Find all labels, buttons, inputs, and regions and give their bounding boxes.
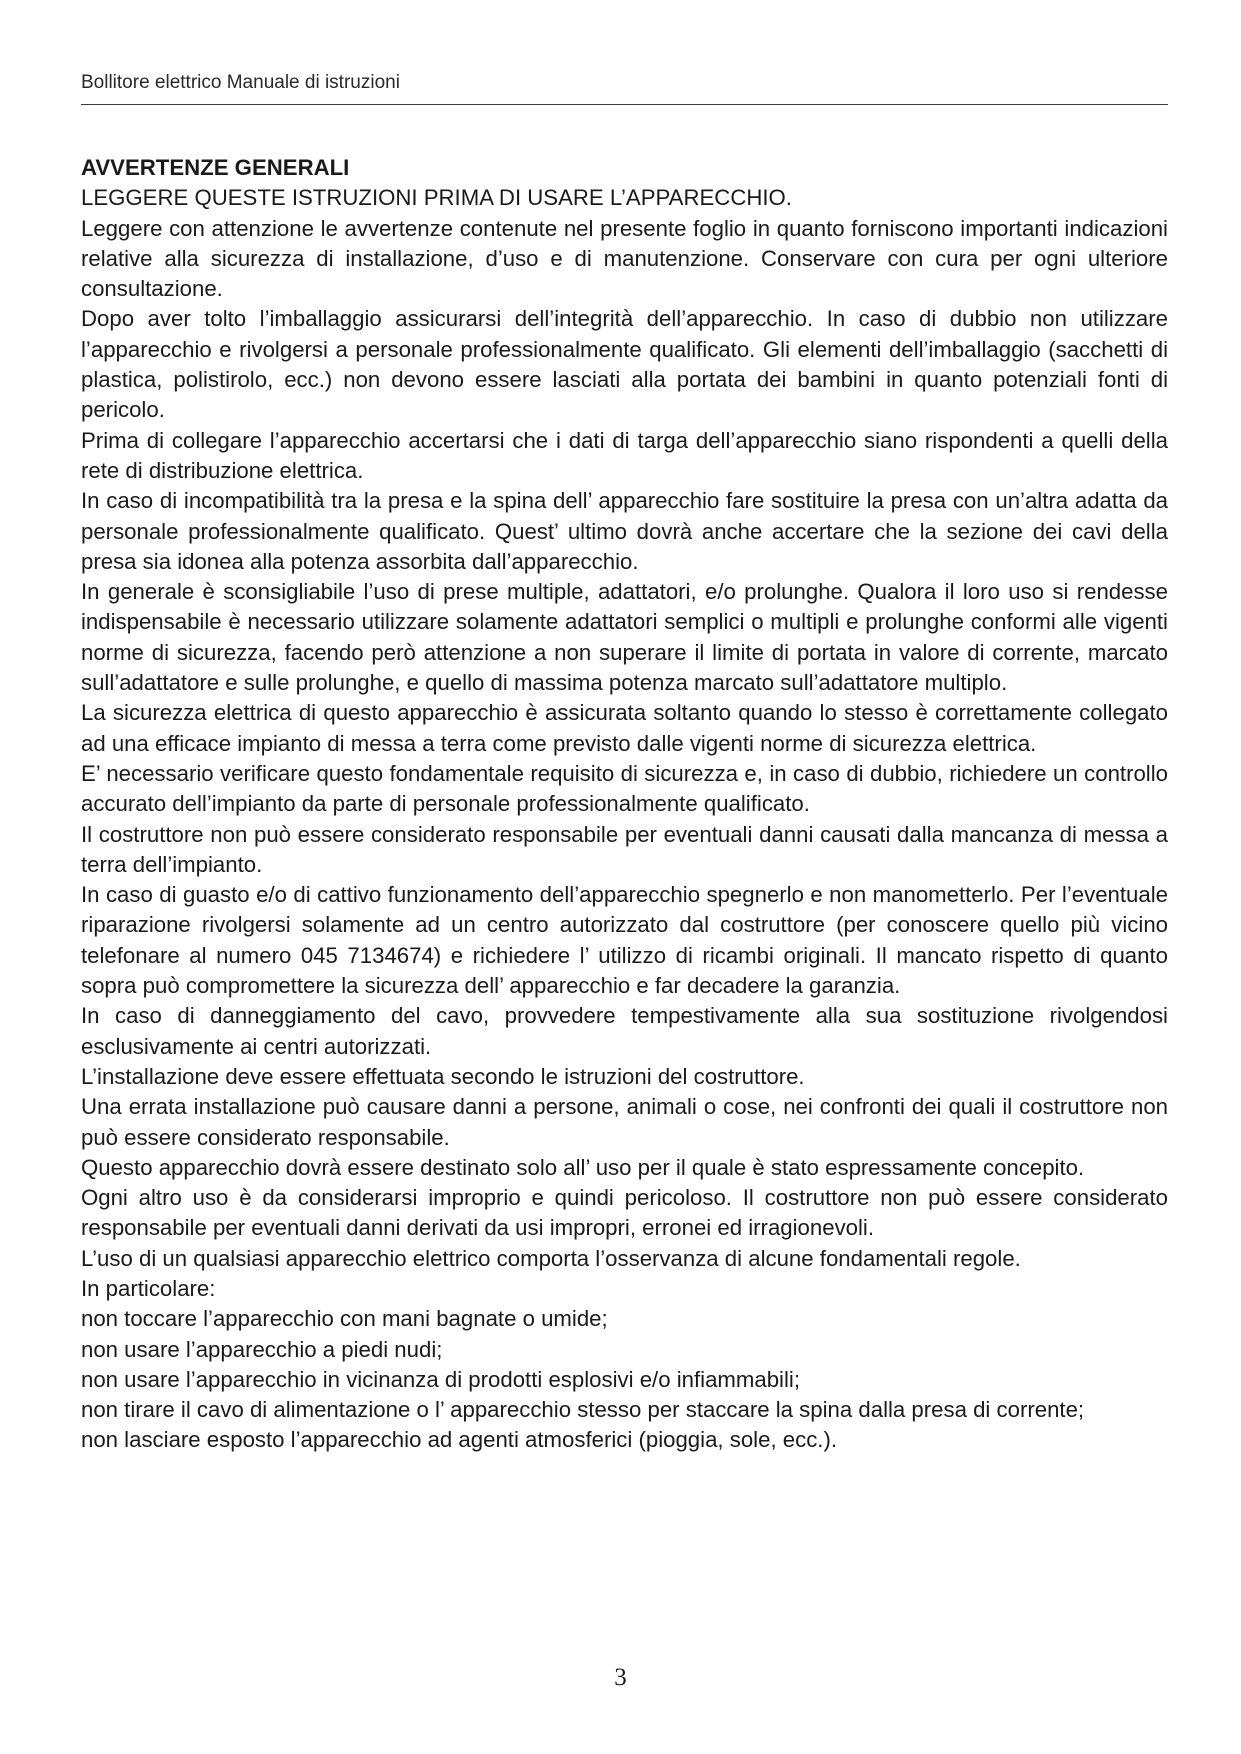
paragraph: L’uso di un qualsiasi apparecchio elettrico comporta l’osservanza di alcune fondamentali regole. bbox=[81, 1245, 1021, 1271]
paragraph: La sicurezza elettrica di questo apparecchio è assicurata soltanto quando lo stesso è correttamente collegato ad una efficace impianto di messa a terra come previsto dalle vigenti norme di sicurezza elettrica. bbox=[81, 700, 1168, 756]
paragraph: Il costruttore non può essere considerato responsabile per eventuali danni causati dalla mancanza di messa a terra dell’impianto. bbox=[81, 821, 1168, 877]
paragraph: In caso di danneggiamento del cavo, provvedere tempestivamente alla sua sostituzione rivolgendosi esclusivamente ai centri autorizzati. bbox=[81, 1003, 1168, 1059]
header-divider bbox=[81, 104, 1168, 105]
paragraph: E’ necessario verificare questo fondamentale requisito di sicurezza e, in caso di dubbio, richiedere un controllo accurato dell’impianto da parte di personale professionalmente qualificato. bbox=[81, 760, 1168, 817]
running-header: Bollitore elettrico Manuale di istruzioni bbox=[81, 72, 400, 93]
paragraph: L’installazione deve essere effettuata secondo le istruzioni del costruttore. bbox=[81, 1063, 805, 1089]
main-content bbox=[81, 153, 1168, 1456]
rule-item: non usare l’apparecchio a piedi nudi; bbox=[81, 1336, 443, 1362]
paragraph: In generale è sconsigliabile l’uso di prese multiple, adattatori, e/o prolunghe. Qualora il loro uso si rendesse indispensabile è necessario utilizzare solamente adattatori semplici o multipli e prolunghe conformi alle vigenti norme di sicurezza, facendo però attenzione a non superare il limite di portata in valore di corrente, marcato sull’adattatore e sulle prolunghe, e quello di massima potenza marcato sull’adattatore multiplo. bbox=[81, 579, 1168, 696]
paragraph: Questo apparecchio dovrà essere destinato solo all’ uso per il quale è stato espressamente concepito. bbox=[81, 1154, 1085, 1180]
paragraph: Prima di collegare l’apparecchio accertarsi che i dati di targa dell’apparecchio siano rispondenti a quelli della rete di distribuzione elettrica. bbox=[81, 427, 1168, 483]
paragraph: Ogni altro uso è da considerarsi improprio e quindi pericoloso. Il costruttore non può essere considerato responsabile per eventuali danni derivati da usi impropri, erronei ed irragionevoli. bbox=[81, 1185, 1168, 1241]
rule-item: non tirare il cavo di alimentazione o l’ apparecchio stesso per staccare la spina dalla presa di corrente; bbox=[81, 1397, 1085, 1423]
paragraph: Una errata installazione può causare danni a persone, animali o cose, nei confronti dei quali il costruttore non può essere considerato responsabile. bbox=[81, 1094, 1168, 1150]
paragraph: In caso di incompatibilità tra la presa e la spina dell’ apparecchio fare sostituire la presa con un’altra adatta da personale professionalmente qualificato. Quest’ ultimo dovrà anche accertare che la sezione dei cavi della presa sia idonea alla potenza assorbita dall’apparecchio. bbox=[81, 488, 1168, 574]
rule-item: non usare l’apparecchio in vicinanza di prodotti esplosivi e/o infiammabili; bbox=[81, 1366, 801, 1392]
page-number: 3 bbox=[614, 1664, 627, 1691]
paragraph: Dopo aver tolto l’imballaggio assicurarsi dell’integrità dell’apparecchio. In caso di dubbio non utilizzare l’apparecchio e rivolgersi a personale professionalmente qualificato. Gli elementi dell’imballaggio (sacchetti di plastica, polistirolo, ecc.) non devono essere lasciati alla portata dei bambini in quanto potenziali fonti di pericolo. bbox=[81, 306, 1168, 423]
section-title: AVVERTENZE GENERALI bbox=[81, 155, 350, 180]
paragraph: In particolare: bbox=[81, 1275, 216, 1301]
rule-item: non toccare l’apparecchio con mani bagnate o umide; bbox=[81, 1306, 608, 1332]
rule-item: non lasciare esposto l’apparecchio ad agenti atmosferici (pioggia, sole, ecc.). bbox=[81, 1427, 838, 1453]
paragraph: In caso di guasto e/o di cattivo funzionamento dell’apparecchio spegnerlo e non manometterlo. Per l’eventuale riparazione rivolgersi solamente ad un centro autorizzato dal costruttore (per conoscere quello più vicino telefonare al numero 045 7134674) e richiedere l’ utilizzo di ricambi originali. Il mancato rispetto di quanto sopra può compromettere la sicurezza dell’ apparecchio e far decadere la garanzia. bbox=[81, 882, 1168, 999]
warning-heading: LEGGERE QUESTE ISTRUZIONI PRIMA DI USARE L’APPARECCHIO. bbox=[81, 185, 792, 211]
paragraph: Leggere con attenzione le avvertenze contenute nel presente foglio in quanto forniscono importanti indicazioni relative alla sicurezza di installazione, d’uso e di manutenzione. Conservare con cura per ogni ulteriore consultazione. bbox=[81, 215, 1168, 302]
